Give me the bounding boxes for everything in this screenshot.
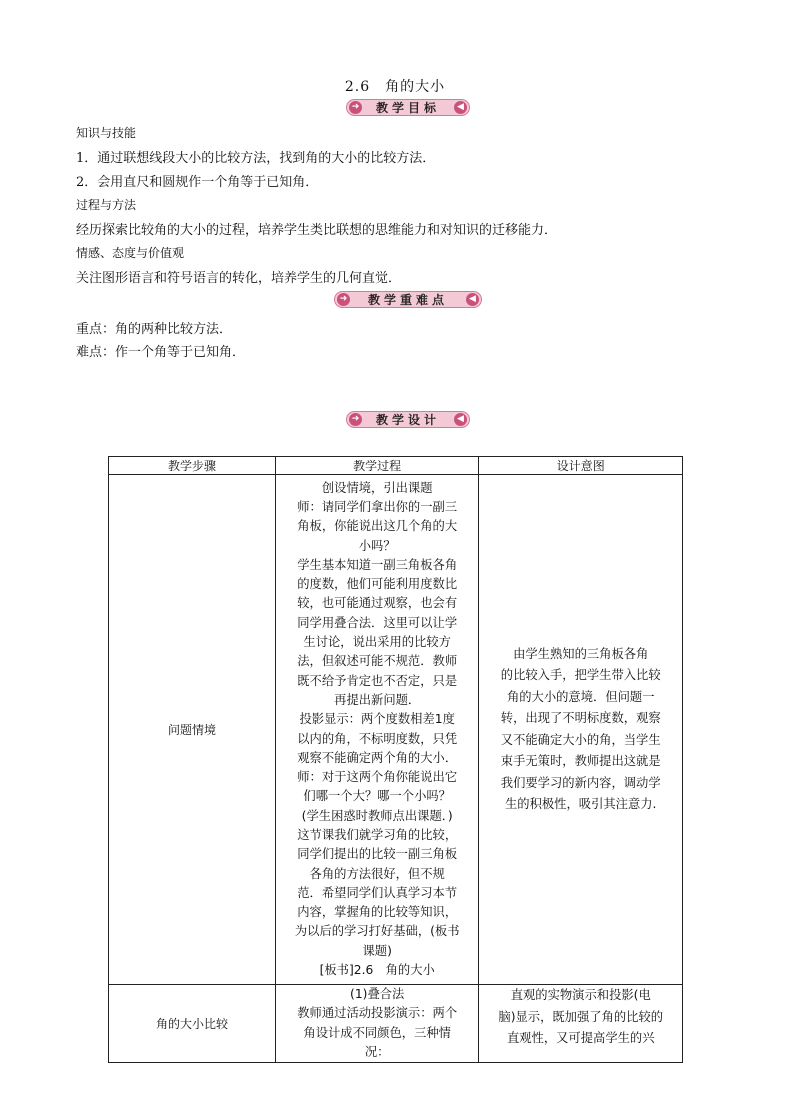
banner-teaching-design (346, 411, 470, 428)
banner-teaching-goals (346, 99, 470, 116)
intent-line: 的比较入手，把学生带入比较 (500, 668, 661, 682)
page-title: 2.6 角的大小 (344, 79, 446, 95)
column-header-step: 教学步骤 (109, 457, 276, 475)
intent-cell (479, 985, 683, 1063)
step-cell: 角的大小比较 (109, 985, 276, 1063)
process-line: 这节课我们就学习角的比较， (297, 827, 458, 842)
process-line: 师：请同学们拿出你的一副三 (297, 499, 458, 514)
process-line: 创设情境，引出课题 (321, 480, 433, 495)
banner-label: 教学重难点 (367, 293, 448, 307)
process-line: 法，但叙述可能不规范．教师 (297, 654, 458, 669)
intent-line: 又不能确定大小的角，当学生 (500, 732, 661, 747)
difficult-point: 难点：作一个角等于已知角． (76, 345, 246, 360)
intent-cell (479, 475, 683, 985)
intent-line: 我们要学习的新内容，调动学 (500, 775, 661, 790)
process-text: 经历探索比较角的大小的过程，培养学生类比联想的思维能力和对知识的迁移能力． (76, 223, 558, 238)
process-line: 角设计成不同颜色，三种情 (303, 1025, 451, 1040)
process-line: 范．希望同学们认真学习本节 (297, 885, 458, 900)
column-header-intent: 设计意图 (479, 457, 683, 475)
table-row (109, 985, 683, 1063)
intent-line: 生的积极性，吸引其注意力. (504, 797, 657, 811)
process-heading: 过程与方法 (76, 198, 137, 212)
intent-line: 直观的实物演示和投影(电 (510, 988, 651, 1002)
banner-key-points (334, 291, 482, 308)
intent-line: 转，出现了不明标度数，观察 (500, 711, 661, 725)
process-line: 们哪一个大？哪一个小吗？ (303, 789, 451, 804)
process-cell (275, 475, 479, 985)
process-line: 再提出新问题． (334, 692, 421, 707)
emotion-text: 关注图形语言和符号语言的转化，培养学生的几何直觉． (76, 271, 402, 286)
process-line: 各角的方法很好，但不规 (309, 866, 445, 881)
banner-label: 教学目标 (375, 101, 440, 115)
process-line: 学生基本知道一副三角板各角 (297, 557, 458, 572)
process-line: 课题) (362, 943, 392, 958)
knowledge-item: 1．通过联想线段大小的比较方法，找到角的大小的比较方法． (76, 151, 436, 166)
key-point: 重点：角的两种比较方法． (76, 322, 233, 337)
process-line: 教师通过活动投影演示：两个 (297, 1006, 458, 1021)
process-line: 况： (364, 1044, 390, 1059)
arrow-right-icon: ➜ (337, 293, 350, 306)
intent-line: 束手无策时，教师提出这就是 (500, 754, 661, 768)
process-line: 小吗？ (358, 538, 396, 553)
banner-label: 教学设计 (375, 413, 440, 427)
process-line: 同学用叠合法．这里可以让学 (297, 615, 458, 630)
process-line: 生讨论，说出采用的比较方 (303, 635, 451, 650)
arrow-left-icon: ◀ (466, 293, 479, 306)
teaching-design-table (108, 456, 683, 1063)
process-line: 内容，掌握角的比较等知识， (297, 905, 458, 920)
table-header-row (109, 457, 683, 475)
intent-line: 由学生熟知的三角板各角 (513, 646, 649, 661)
intent-line: 脑)显示，既加强了角的比较的 (498, 1009, 664, 1024)
table-row (109, 475, 683, 985)
emotion-heading: 情感、态度与价值观 (76, 246, 185, 260)
process-line: (1)叠合法 (350, 987, 405, 1001)
arrow-right-icon: ➜ (349, 413, 362, 426)
step-cell: 问题情境 (109, 475, 276, 985)
process-line: 以内的角，不标明度数，只凭 (297, 731, 458, 746)
arrow-left-icon: ◀ (454, 413, 467, 426)
intent-line: 直观性，又可提高学生的兴 (506, 1031, 655, 1045)
process-line: 的度数，他们可能利用度数比 (297, 577, 458, 592)
process-line: 同学们提出的比较一副三角板 (297, 847, 458, 862)
process-line: 为以后的学习打好基础，(板书 (294, 924, 460, 939)
process-line: 既不给予肯定也不否定，只是 (297, 673, 458, 688)
process-line: 师：对于这两个角你能说出它 (297, 770, 458, 785)
process-line: 较，也可能通过观察，也会有 (297, 596, 458, 611)
column-header-process: 教学过程 (275, 457, 479, 475)
process-line: 观察不能确定两个角的大小． (297, 750, 458, 765)
arrow-left-icon: ◀ (454, 101, 467, 114)
process-line: (学生困惑时教师点出课题．) (301, 808, 453, 823)
process-line: 角板，你能说出这几个角的大 (297, 519, 458, 534)
process-line: [板书]2.6 角的大小 (319, 963, 435, 978)
knowledge-heading: 知识与技能 (76, 126, 137, 140)
arrow-right-icon: ➜ (349, 101, 362, 114)
knowledge-item: 2．会用直尺和圆规作一个角等于已知角． (76, 175, 319, 190)
intent-line: 角的大小的意境．但问题一 (506, 689, 655, 704)
process-cell (275, 985, 479, 1063)
process-line: 投影显示：两个度数相差1度 (299, 712, 455, 727)
